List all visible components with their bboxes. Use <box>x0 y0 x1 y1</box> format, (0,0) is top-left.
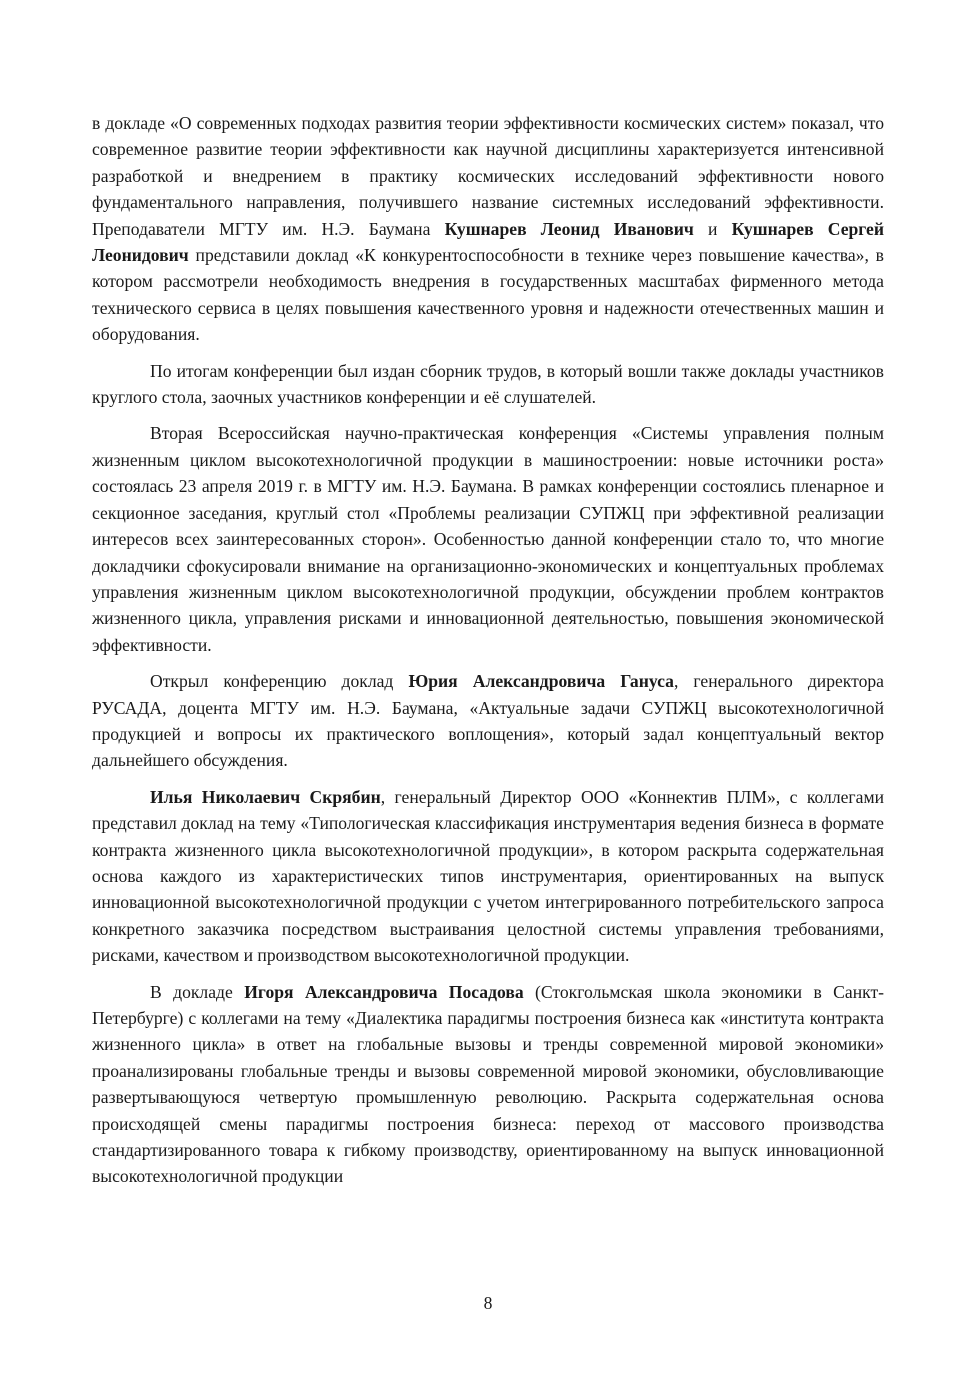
paragraph-1-text-2: и <box>693 218 732 239</box>
page-number: 8 <box>483 1293 493 1313</box>
name-kushnarev-leonid: Кушнарев Леонид Иванович <box>444 218 694 239</box>
paragraph-4-text-1: Открыл конференцию доклад <box>150 671 409 692</box>
paragraph-6-text-2: (Стокгольмская школа экономики в Санкт-Петербурге) с коллегами на тему «Диалектика парадигмы построения бизнеса как «института контракта жизненного цикла» в ответ на глобальные вызовы и тренды современной мировой экономики» проанализированы глобальные тренды и вызовы современной мировой экономики, обусловливающие развертывающуюся четвертую промышленную революцию. Раскрыта содержательная основа происходящей смены парадигмы построения бизнеса: переход от массового производства стандартизированного товара к гибкому производству, ориентированному на выпуск инновационной высокотехнологичной продукции <box>92 981 884 1187</box>
paragraph-3 <box>92 420 884 658</box>
paragraph-3-text: Вторая Всероссийская научно-практическая конференция «Системы управления полным жизненным циклом высокотехнологичной продукции в машиностроении: новые источники роста» состоялась 23 апреля 2019 г. в МГТУ им. Н.Э. Баумана. В рамках конференции состоялись пленарное и секционное заседания, круглый стол «Проблемы реализации СУПЖЦ при эффективной реализации интересов всех заинтересованных сторон». Особенностью данной конференции стало то, что многие докладчики сфокусировали внимание на организационно-экономических и концептуальных проблемах управления жизненным циклом высокотехнологичной продукции, обсуждении проблем контрактов жизненного цикла, управления рисками и инновационной деятельностью, повышения экономической эффективности. <box>92 423 884 655</box>
paragraph-1 <box>92 110 884 348</box>
name-skryabin: Илья Николаевич Скрябин <box>150 786 381 807</box>
paragraph-5-text: , генеральный Директор ООО «Коннектив ПЛМ», с коллегами представил доклад на тему «Типологическая классификация инструментария ведения бизнеса в формате контракта жизненного цикла высокотехнологичной продукции», в котором раскрыта содержательная основа каждого из характеристических типов инструментария, ориентированных на выпуск инновационной высокотехнологичной продукции с учетом интегрированного потребительского запроса конкретного заказчика посредством выстраивания целостной системы управления требованиями, рисками, качеством и производством высокотехнологичной продукции. <box>92 786 884 966</box>
paragraph-2 <box>92 358 884 411</box>
name-kushnarev-sergey: Кушнарев Сергей Леонидович <box>92 218 885 266</box>
paragraph-2-text: По итогам конференции был издан сборник трудов, в который вошли также доклады участников круглого стола, заочных участников конференции и её слушателей. <box>92 360 884 408</box>
paragraph-1-text-1: в докладе «О современных подходах развития теории эффективности космических систем» показал, что современное развитие теории эффективности как научной дисциплины характеризуется интенсивной разработкой и внедрением в практику космических исследований эффективности нового фундаментального направления, получившего название системных исследований эффективности. Преподаватели МГТУ им. Н.Э. Баумана <box>92 113 884 239</box>
paragraph-6 <box>92 979 884 1190</box>
paragraph-5 <box>92 784 884 969</box>
name-posadov: Игоря Александровича Посадова <box>244 981 524 1002</box>
paragraph-1-text-3: представили доклад «К конкурентоспособности в технике через повышение качества», в котором рассмотрели необходимость внедрения в государственных масштабах фирменного метода технического сервиса в целях повышения качественного уровня и надежности отечественных машин и оборудования. <box>92 245 884 345</box>
paragraph-4-text-2: , генерального директора РУСАДА, доцента МГТУ им. Н.Э. Баумана, «Актуальные задачи СУПЖЦ высокотехнологичной продукцией и вопросы их практического воплощения», который задал концептуальный вектор дальнейшего обсуждения. <box>92 671 884 771</box>
name-ganus: Юрия Александровича Гануса <box>408 671 674 692</box>
paragraph-6-text-1: В докладе <box>150 981 245 1002</box>
paragraph-4 <box>92 668 884 774</box>
page-body <box>92 110 884 1190</box>
